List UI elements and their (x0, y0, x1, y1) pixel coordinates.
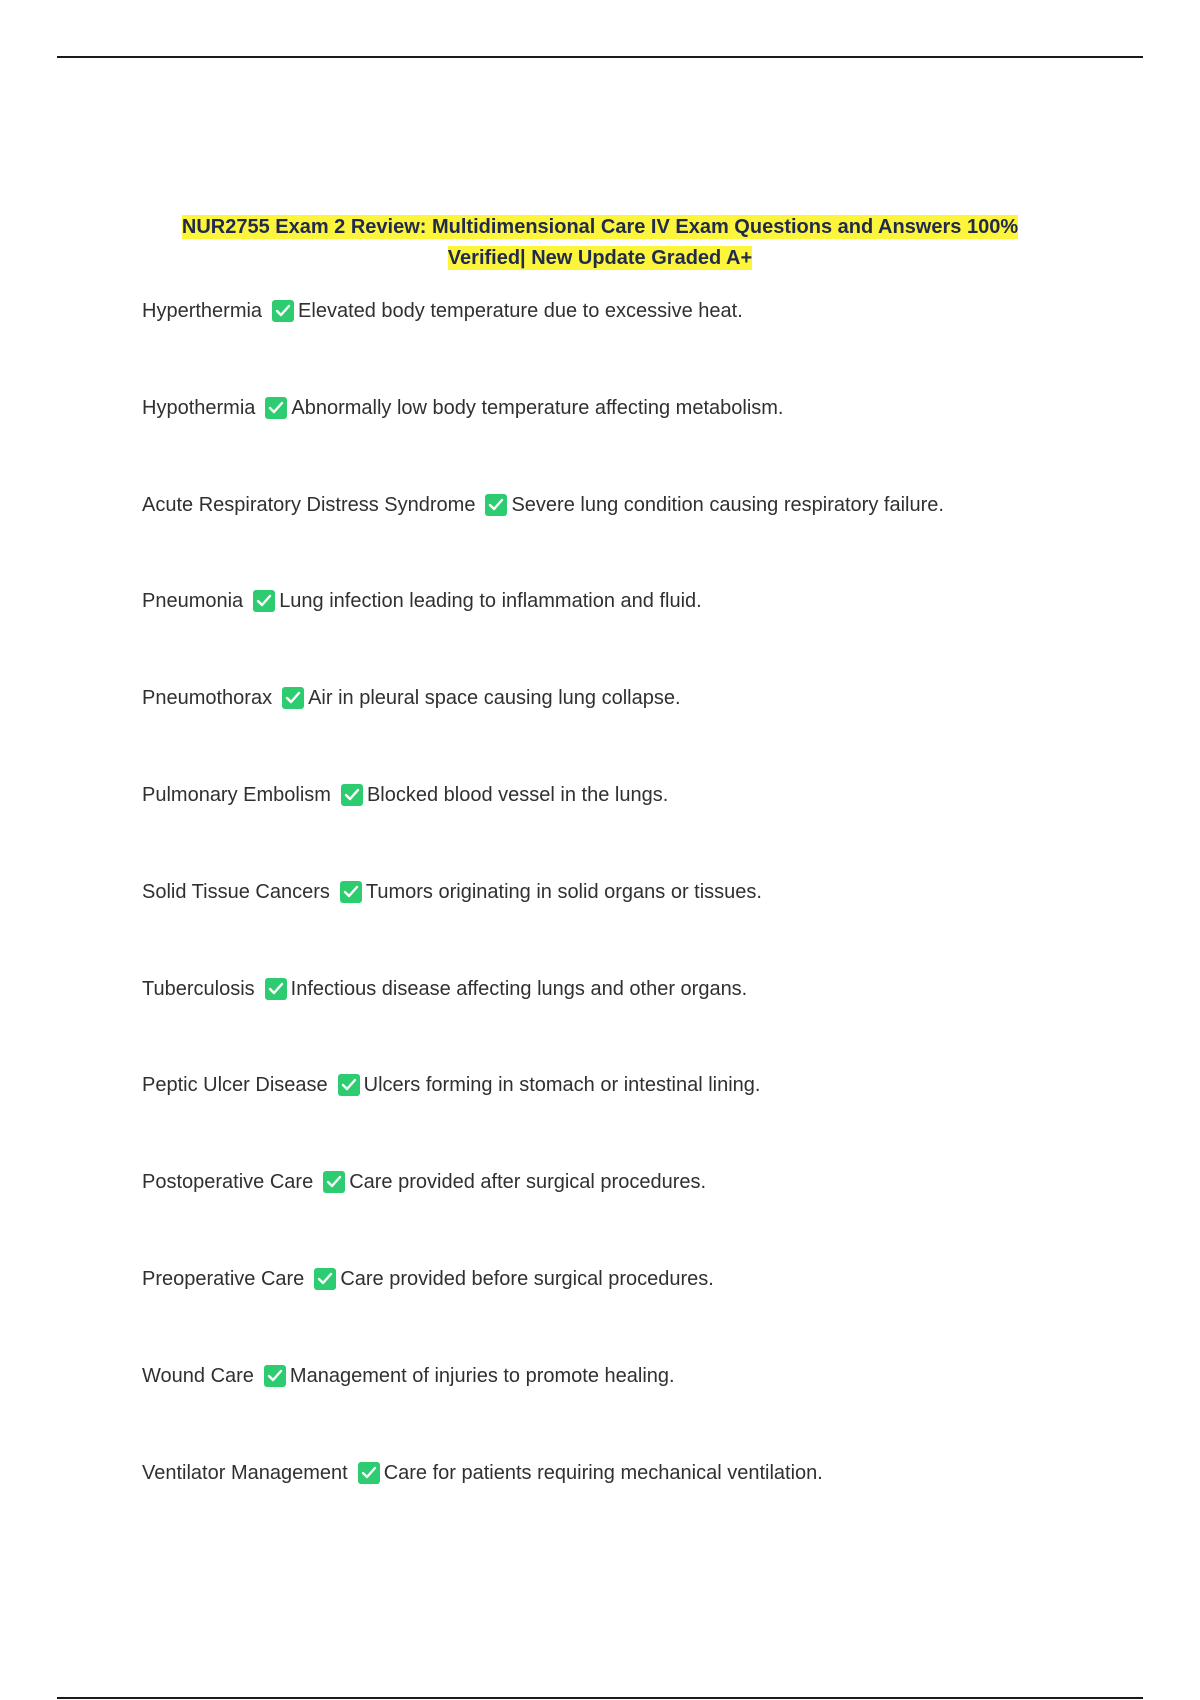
term: Tuberculosis (142, 977, 255, 1000)
list-item (142, 877, 1142, 974)
term: Peptic Ulcer Disease (142, 1074, 328, 1097)
list-item (142, 780, 1142, 877)
list-item (142, 296, 1142, 393)
list-item (142, 1361, 1142, 1458)
check-box-icon (338, 1074, 360, 1096)
definition: Air in pleural space causing lung collapse. (308, 687, 681, 710)
definition: Severe lung condition causing respiratory failure. (511, 493, 944, 516)
title-line-1: NUR2755 Exam 2 Review: Multidimensional Care IV Exam Questions and Answers 100% (181, 216, 1019, 238)
definition: Infectious disease affecting lungs and other organs. (290, 977, 748, 1000)
check-box-icon (253, 590, 275, 612)
check-box-icon (265, 978, 287, 1000)
check-box-icon (272, 300, 294, 322)
check-box-icon (358, 1462, 380, 1484)
check-box-icon (265, 397, 287, 419)
definition: Care for patients requiring mechanical ventilation. (383, 1461, 823, 1484)
term: Solid Tissue Cancers (142, 880, 330, 903)
term: Wound Care (142, 1364, 254, 1387)
check-box-icon (485, 494, 507, 516)
list-item (142, 1070, 1142, 1167)
term: Pneumothorax (142, 687, 273, 710)
check-box-icon (341, 784, 363, 806)
term: Hypothermia (142, 396, 256, 419)
definition: Lung infection leading to inflammation and fluid. (279, 590, 702, 613)
title-line-2: Verified| New Update Graded A+ (447, 247, 753, 269)
document-title (100, 212, 1100, 274)
term: Pneumonia (142, 590, 244, 613)
list-item (142, 974, 1142, 1071)
definition: Blocked blood vessel in the lungs. (366, 783, 669, 806)
definition: Ulcers forming in stomach or intestinal lining. (363, 1074, 761, 1097)
term: Postoperative Care (142, 1171, 314, 1194)
term: Preoperative Care (142, 1267, 305, 1290)
check-box-icon (264, 1365, 286, 1387)
list-item (142, 393, 1142, 490)
term: Hyperthermia (142, 300, 263, 322)
qa-list (142, 296, 1142, 1554)
list-item (142, 1458, 1142, 1555)
list-item (142, 490, 1142, 587)
list-item (142, 683, 1142, 780)
term: Acute Respiratory Distress Syndrome (142, 493, 476, 516)
header-rule (57, 56, 1143, 58)
check-box-icon (323, 1171, 345, 1193)
definition: Management of injuries to promote healing. (289, 1364, 675, 1387)
term: Pulmonary Embolism (142, 783, 331, 806)
list-item (142, 1264, 1142, 1361)
term: Ventilator Management (142, 1461, 348, 1484)
footer-rule (57, 1697, 1143, 1699)
definition: Elevated body temperature due to excessive heat. (298, 300, 743, 322)
definition: Care provided before surgical procedures. (340, 1267, 714, 1290)
definition: Care provided after surgical procedures. (349, 1171, 707, 1194)
definition: Abnormally low body temperature affecting metabolism. (291, 396, 784, 419)
list-item (142, 586, 1142, 683)
check-box-icon (314, 1268, 336, 1290)
list-item (142, 1167, 1142, 1264)
definition: Tumors originating in solid organs or tissues. (365, 880, 762, 903)
check-box-icon (340, 881, 362, 903)
check-box-icon (282, 687, 304, 709)
